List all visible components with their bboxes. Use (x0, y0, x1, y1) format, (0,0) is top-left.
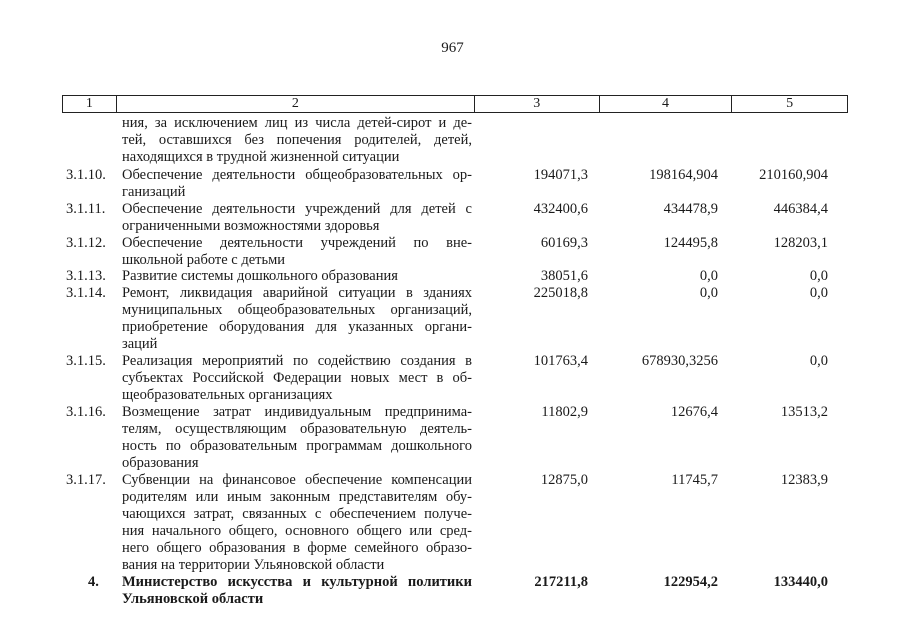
row-value-col4: 0,0 (699, 268, 718, 284)
row-value-col3: 432400,6 (533, 201, 588, 217)
row-number: 3.1.11. (66, 201, 106, 217)
header-col-4: 4 (600, 96, 733, 112)
row-number: 3.1.14. (66, 285, 106, 301)
row-text-line: Реализация мероприятий по содействию создания в (122, 353, 472, 369)
row-text-line: образования (122, 455, 199, 471)
row-text-line: Министерство искусства и культурной политики (122, 574, 472, 590)
row-value-col3: 12875,0 (540, 472, 588, 488)
continuation-line: находящихся в трудной жизненной ситуации (122, 149, 400, 165)
row-text-line: школьной работе с детьми (122, 252, 286, 268)
header-col-2: 2 (117, 96, 475, 112)
row-text-line: телям, осуществляющим образовательную деятель- (122, 421, 472, 437)
continuation-line: тей, оставшихся без попечения родителей, детей, (122, 132, 472, 148)
row-value-col3: 11802,9 (541, 404, 588, 420)
row-text-line: Обеспечение деятельности учреждений для детей с (122, 201, 472, 217)
row-text-line: щеобразовательных организациях (122, 387, 333, 403)
row-number: 3.1.15. (66, 353, 106, 369)
row-text-line: ганизаций (122, 184, 186, 200)
row-number: 3.1.13. (66, 268, 106, 284)
row-text-line: Ульяновской области (122, 591, 264, 607)
row-value-col4: 678930,3256 (641, 353, 718, 369)
row-number: 3.1.10. (66, 167, 106, 183)
row-value-col5: 128203,1 (773, 235, 828, 251)
row-text-line: Обеспечение деятельности учреждений по вне- (122, 235, 472, 251)
row-value-col4: 434478,9 (663, 201, 718, 217)
row-text-line: Ремонт, ликвидация аварийной ситуации в зданиях (122, 285, 472, 301)
row-text-line: Обеспечение деятельности общеобразовательных ор- (122, 167, 472, 183)
row-value-col4: 12676,4 (670, 404, 718, 420)
table-header-row (62, 95, 848, 113)
row-number: 3.1.17. (66, 472, 106, 488)
row-value-col3: 217211,8 (534, 574, 588, 590)
page-number: 967 (441, 40, 464, 56)
row-value-col5: 0,0 (809, 268, 828, 284)
row-value-col4: 198164,904 (649, 167, 718, 183)
row-value-col3: 101763,4 (533, 353, 588, 369)
row-value-col5: 0,0 (809, 285, 828, 301)
row-value-col3: 60169,3 (540, 235, 588, 251)
row-text-line: муниципальных общеобразовательных организаций, (122, 302, 472, 318)
row-value-col5: 12383,9 (780, 472, 828, 488)
row-text-line: чающихся затрат, связанных с обеспечением получе- (122, 506, 472, 522)
row-value-col4: 0,0 (699, 285, 718, 301)
row-text-line: субъектах Российской Федерации новых мест в об- (122, 370, 472, 386)
row-text-line: Субвенции на финансовое обеспечение компенсации (122, 472, 472, 488)
row-value-col3: 194071,3 (533, 167, 588, 183)
row-value-col5: 133440,0 (773, 574, 828, 590)
row-text-line: приобретение оборудования для указанных органи- (122, 319, 472, 335)
row-number: 3.1.12. (66, 235, 106, 251)
row-value-col4: 124495,8 (663, 235, 718, 251)
header-col-3: 3 (475, 96, 600, 112)
row-text-line: родителям или иным законным представителям обу- (122, 489, 472, 505)
row-value-col4: 11745,7 (671, 472, 718, 488)
continuation-line: ния, за исключением лиц из числа детей-сирот и де- (122, 115, 472, 131)
row-text-line: Развитие системы дошкольного образования (122, 268, 398, 284)
row-text-line: ограниченными возможностями здоровья (122, 218, 380, 234)
row-text-line: ния начального общего, основного общего или сред- (122, 523, 472, 539)
row-value-col3: 38051,6 (540, 268, 588, 284)
row-value-col5: 446384,4 (773, 201, 828, 217)
row-text-line: вания на территории Ульяновской области (122, 557, 385, 573)
header-col-5: 5 (786, 96, 794, 111)
row-value-col5: 0,0 (809, 353, 828, 369)
row-text-line: заций (122, 336, 158, 352)
row-text-line: ность по образовательным программам дошкольного (122, 438, 472, 454)
row-text-line: него общего образования в форме семейного образо- (122, 540, 472, 556)
row-text-line: Возмещение затрат индивидуальным предпринима- (122, 404, 472, 420)
row-value-col3: 225018,8 (533, 285, 588, 301)
row-number: 3.1.16. (66, 404, 106, 420)
row-number: 4. (88, 574, 99, 590)
row-value-col5: 210160,904 (759, 167, 828, 183)
row-value-col5: 13513,2 (780, 404, 828, 420)
row-value-col4: 122954,2 (663, 574, 718, 590)
header-col-1: 1 (63, 96, 117, 112)
